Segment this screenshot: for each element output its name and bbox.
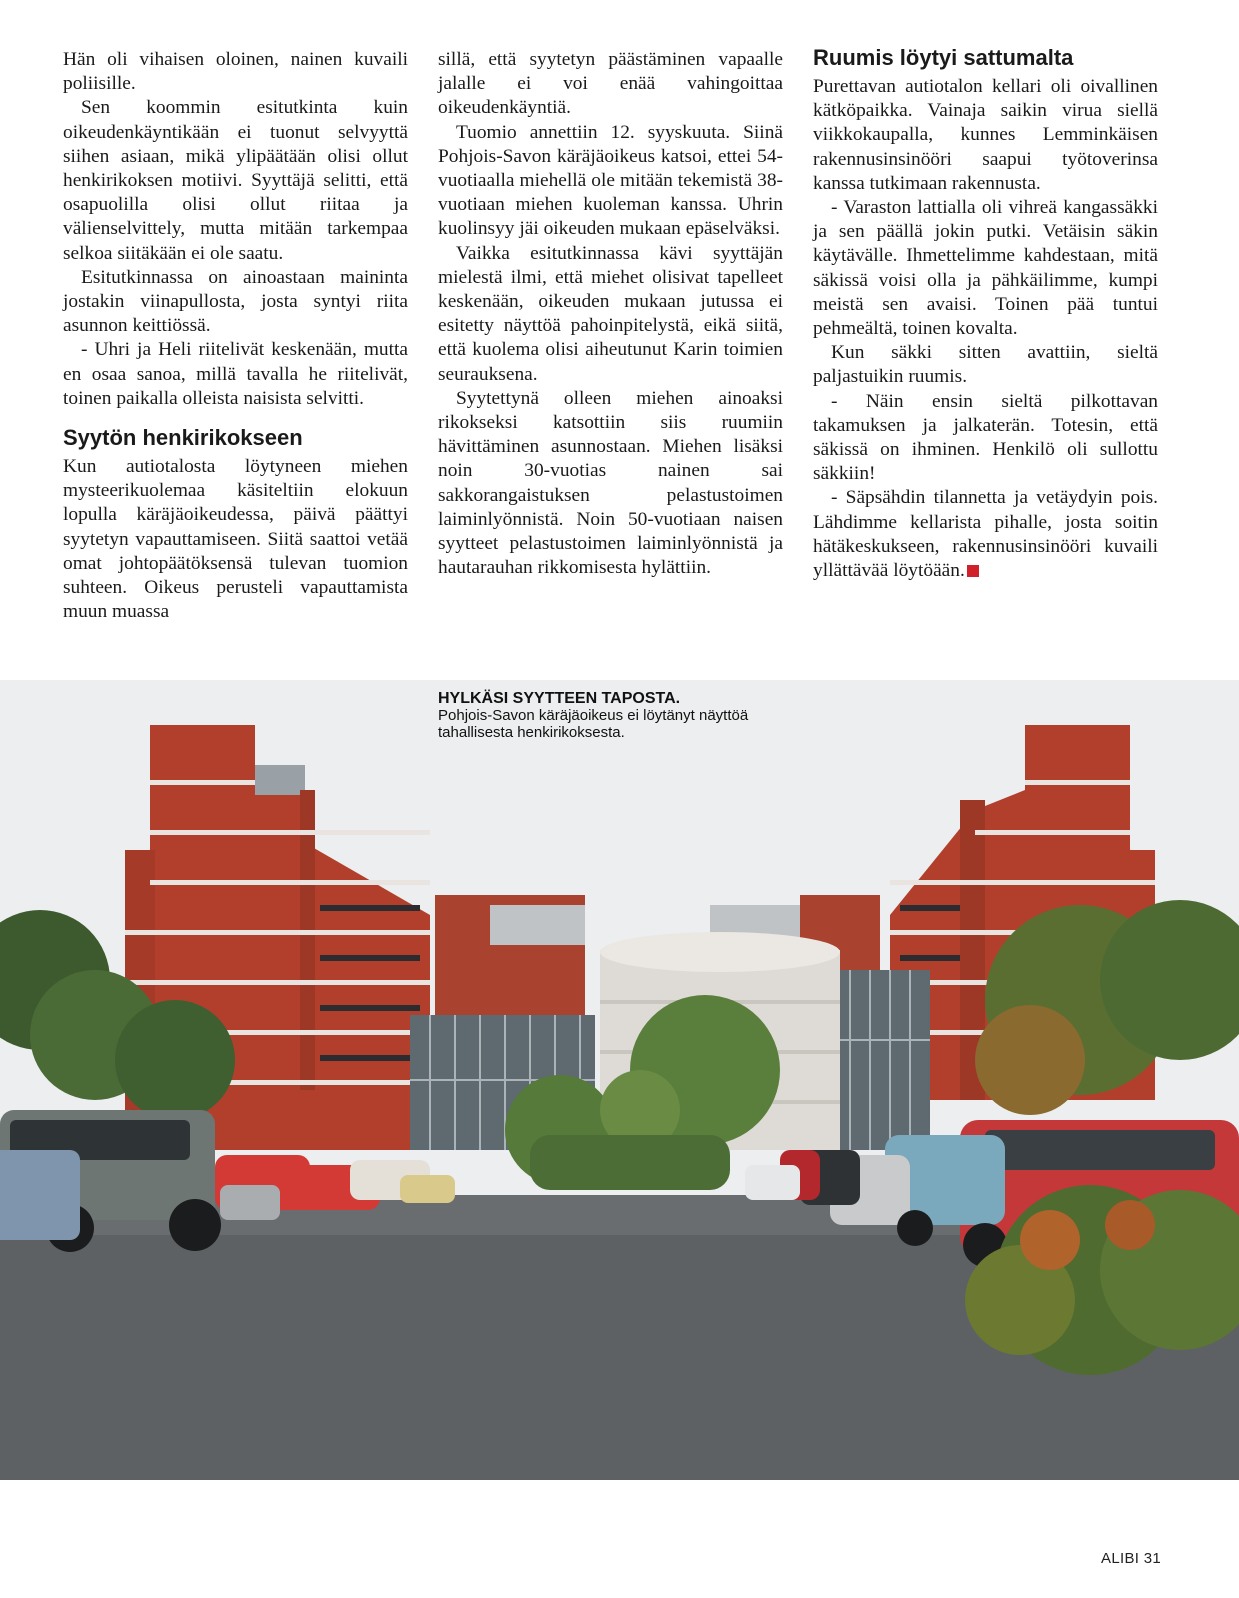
paragraph: - Näin ensin sieltä pilkottavan takamuksen ja jalkaterän. Totesin, että säkissä on ihminen. Henkilö oli sullottu säkkiin! — [813, 390, 1158, 485]
article-column-1 — [63, 48, 408, 624]
article-column-2 — [438, 48, 783, 580]
paragraph: Purettavan autiotalon kellari oli oivallinen kätköpaikka. Vainaja saikin virua siellä viikkokaupalla, kunnes Lemminkäisen rakennusinsinööri saapui työtoverinsa kanssa tutkimaan rakennusta. — [813, 76, 1158, 194]
caption-title: HYLKÄSI SYYTTEEN TAPOSTA. — [438, 690, 681, 707]
page-folio: ALIBI 31 — [1101, 1550, 1161, 1567]
photo-caption — [438, 690, 778, 741]
paragraph: - Varaston lattialla oli vihreä kangassäkki ja sen päällä jokin putki. Vetäisin säkin käytävälle. Ihmettelimme kahdestaan, mitä säkissä voisi olla ja pähkäilimme, kumpi meistä sen avaisi. Toinen pää tuntui pehmeältä, toinen kovalta. — [813, 197, 1158, 340]
paragraph: Esitutkinnassa on ainoastaan maininta jostakin viinapullosta, josta syntyi riita asunnon keittiössä. — [63, 266, 408, 337]
paragraph-last — [813, 486, 1158, 583]
paragraph: Vaikka esitutkinnassa kävi syyttäjän mielestä ilmi, että miehet olisivat tapelleet keskenään, oikeuden mukaan jutussa ei esitetty näyttöä pahoinpitelystä, eikä siitä, että kuolema olisi aiheutunut Karin toimien seurauksena. — [438, 242, 783, 385]
paragraph: Syytettynä olleen miehen ainoaksi rikokseksi katsottiin siis ruumiin hävittäminen asunnostaan. Miehen lisäksi noin 30-vuotias nainen sai sakkorangaistuksen pelastustoimen laiminlyönnistä. Noin 50-vuotiaan naisen syytteet pelastustoimen laiminlyönnistä ja hautarauhan rikkomisesta hylättiin. — [438, 387, 783, 579]
caption-text: Pohjois-Savon käräjäoikeus ei löytänyt näyttöä tahallisesta henkirikoksesta. — [438, 707, 749, 741]
paragraph: - Uhri ja Heli riitelivät keskenään, mutta en osaa sanoa, millä tavalla he riitelivät, toinen paikalla olleista naisista selvitti. — [63, 339, 408, 409]
paragraph: Hän oli vihaisen oloinen, nainen kuvaili poliisille. — [63, 49, 408, 95]
section-heading: Syytön henkirikokseen — [63, 425, 303, 451]
courthouse-photo — [0, 680, 1239, 1480]
paragraph: Kun säkki sitten avattiin, sieltä paljastuikin ruumis. — [813, 342, 1158, 388]
paragraph: Sen koommin esitutkinta kuin oikeudenkäyntikään ei tuonut selvyyttä siihen asiaan, mikä ylipäätään olisi ollut henkirikoksen motiivi. Syyttäjä selitti, että osapuolilla olisi ollut riitaa ja välienselvittely, mutta mitään tarkempaa selkoa siitäkään ei ole saatu. — [63, 97, 408, 264]
courthouse-illustration — [0, 680, 1239, 1480]
paragraph: sillä, että syytetyn päästäminen vapaalle jalalle ei voi enää vahingoittaa oikeudenkäyntiä. — [438, 49, 783, 119]
section-heading: Ruumis löytyi sattumalta — [813, 45, 1074, 70]
end-mark-icon — [967, 565, 979, 577]
paragraph-text: - Säpsähdin tilannetta ja vetäydyin pois. Lähdimme kellarista pihalle, josta soitin hätäkeskukseen, rakennusinsinööri kuvaili yllättävää löytöään. — [813, 487, 1158, 582]
article-column-3 — [813, 45, 1158, 583]
paragraph: Tuomio annettiin 12. syyskuuta. Siinä Pohjois-Savon käräjäoikeus katsoi, ettei 54-vuotiaalla miehellä ole mitään tekemistä 38-vuotiaan miehen kuoleman kanssa. Uhrin kuolinsyy jäi oikeuden mukaan epäselväksi. — [438, 121, 783, 240]
paragraph: Kun autiotalosta löytyneen miehen mysteerikuolemaa käsiteltiin elokuun lopulla käräjäoikeudessa, päivä päättyi syytetyn vapauttamiseen. Siitä saattoi vetää omat johtopäätöksensä tulevan tuomion suhteen. Oikeus perusteli vapauttamista muun muassa — [63, 456, 408, 623]
